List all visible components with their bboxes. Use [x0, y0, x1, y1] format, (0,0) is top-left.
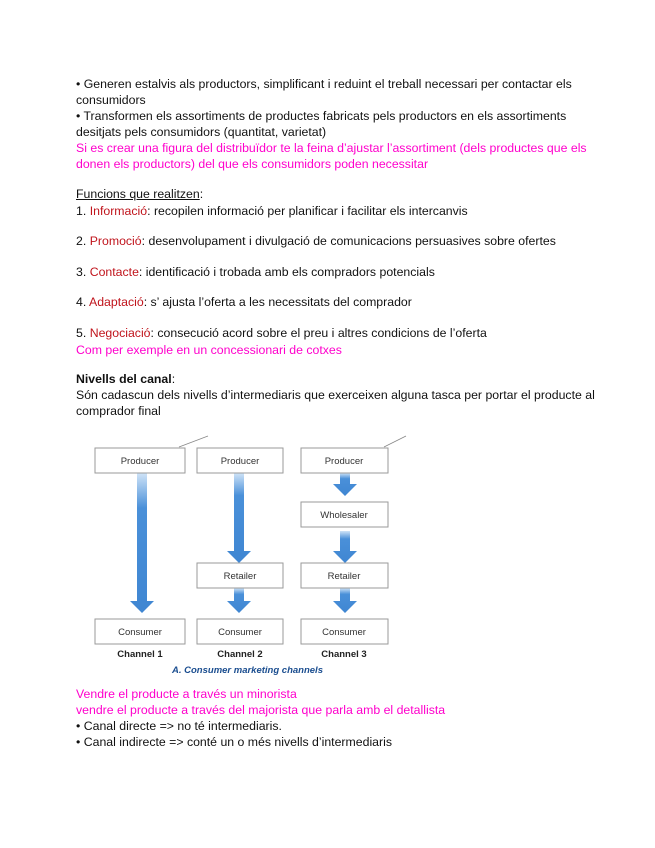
- down-arrow-channel-3-retailer: [333, 588, 357, 613]
- marketing-channels-diagram: [88, 433, 418, 683]
- down-arrow-channel-1: [130, 473, 154, 613]
- function-number: 5.: [76, 326, 90, 340]
- down-arrow-channel-2-producer: [227, 473, 251, 563]
- function-number: 1.: [76, 204, 90, 218]
- outro-wholesaler-note: vendre el producte a través del majorista que parla amb el detallista: [76, 703, 446, 717]
- channel-2-label: Channel 2: [217, 649, 263, 660]
- function-item-5: [76, 325, 586, 341]
- wholesaler-label: Wholesaler: [320, 510, 368, 521]
- down-arrow-channel-2-retailer: [227, 588, 251, 613]
- down-arrow-channel-3-producer: [333, 473, 357, 496]
- function-item-1: [76, 203, 586, 219]
- pointer-line: [384, 436, 406, 447]
- function-term: Adaptació: [89, 295, 144, 309]
- producer-label: Producer: [220, 456, 260, 467]
- function-description: : desenvolupament i divulgació de comunicacions persuasives sobre ofertes: [141, 234, 556, 248]
- function-description: : s’ ajusta l’oferta a les necessitats del comprador: [143, 295, 412, 309]
- function-description: : identificació i trobada amb els compradors potencials: [138, 265, 435, 279]
- channel-1-label: Channel 1: [117, 649, 163, 660]
- functions-example: Com per exemple en un concessionari de cotxes: [76, 343, 342, 357]
- outro-direct-channel: • Canal directe => no té intermediaris.: [76, 719, 282, 733]
- function-number: 4.: [76, 295, 89, 309]
- consumer-label: Consumer: [322, 627, 366, 638]
- retailer-label: Retailer: [223, 571, 257, 582]
- levels-heading-text: Nivells del canal: [76, 372, 172, 386]
- outro-indirect-channel: • Canal indirecte => conté un o més nivells d’intermediaris: [76, 735, 392, 749]
- functions-heading-colon: :: [199, 187, 204, 201]
- levels-heading: [76, 371, 586, 387]
- intro-bullet-2-line-2: desitjats pels consumidors (quantitat, varietat): [76, 125, 327, 139]
- function-term: Informació: [89, 204, 148, 218]
- consumer-label: Consumer: [218, 627, 262, 638]
- function-term: Negociació: [89, 326, 151, 340]
- down-arrow-channel-3-wholesaler: [333, 531, 357, 563]
- function-item-4: [76, 294, 586, 310]
- functions-heading: [76, 186, 586, 202]
- intro-bullet-1-line-2: consumidors: [76, 93, 146, 107]
- function-item-3: [76, 264, 586, 280]
- intro-note-line-2: donen els productors) del que els consumidors poden necessitar: [76, 157, 429, 171]
- function-term: Promoció: [89, 234, 142, 248]
- channel-3-label: Channel 3: [321, 649, 367, 660]
- retailer-label: Retailer: [327, 571, 361, 582]
- function-description: : recopilen informació per planificar i facilitar els intercanvis: [147, 204, 468, 218]
- intro-note-line-1: Si es crear una figura del distribuïdor te la feina d’ajustar l’assortiment (dels productes que els: [76, 141, 587, 155]
- function-number: 3.: [76, 265, 90, 279]
- intro-bullet-2-line-1: • Transformen els assortiments de productes fabricats pels productors en els assortiments: [76, 109, 567, 123]
- intro-bullet-1-line-1: • Generen estalvis als productors, simplificant i reduint el treball necessari per contactar els: [76, 77, 572, 91]
- function-number: 2.: [76, 234, 90, 248]
- function-item-2: [76, 233, 586, 249]
- consumer-label: Consumer: [118, 627, 162, 638]
- levels-description-line-2: comprador final: [76, 404, 161, 418]
- levels-heading-colon: :: [171, 372, 176, 386]
- function-description: : consecució acord sobre el preu i altres condicions de l’oferta: [150, 326, 487, 340]
- arrows: [130, 473, 357, 613]
- function-term: Contacte: [89, 265, 139, 279]
- producer-label: Producer: [324, 456, 364, 467]
- producer-label: Producer: [120, 456, 160, 467]
- functions-heading-text: Funcions que realitzen: [76, 187, 200, 201]
- pointer-line: [179, 436, 208, 447]
- outro-retailer-note: Vendre el producte a través un minorista: [76, 687, 297, 701]
- levels-description-line-1: Són cadascun dels nivells d’intermediaris que exerceixen alguna tasca per portar el producte al: [76, 388, 595, 402]
- diagram-caption: A. Consumer marketing channels: [172, 665, 323, 676]
